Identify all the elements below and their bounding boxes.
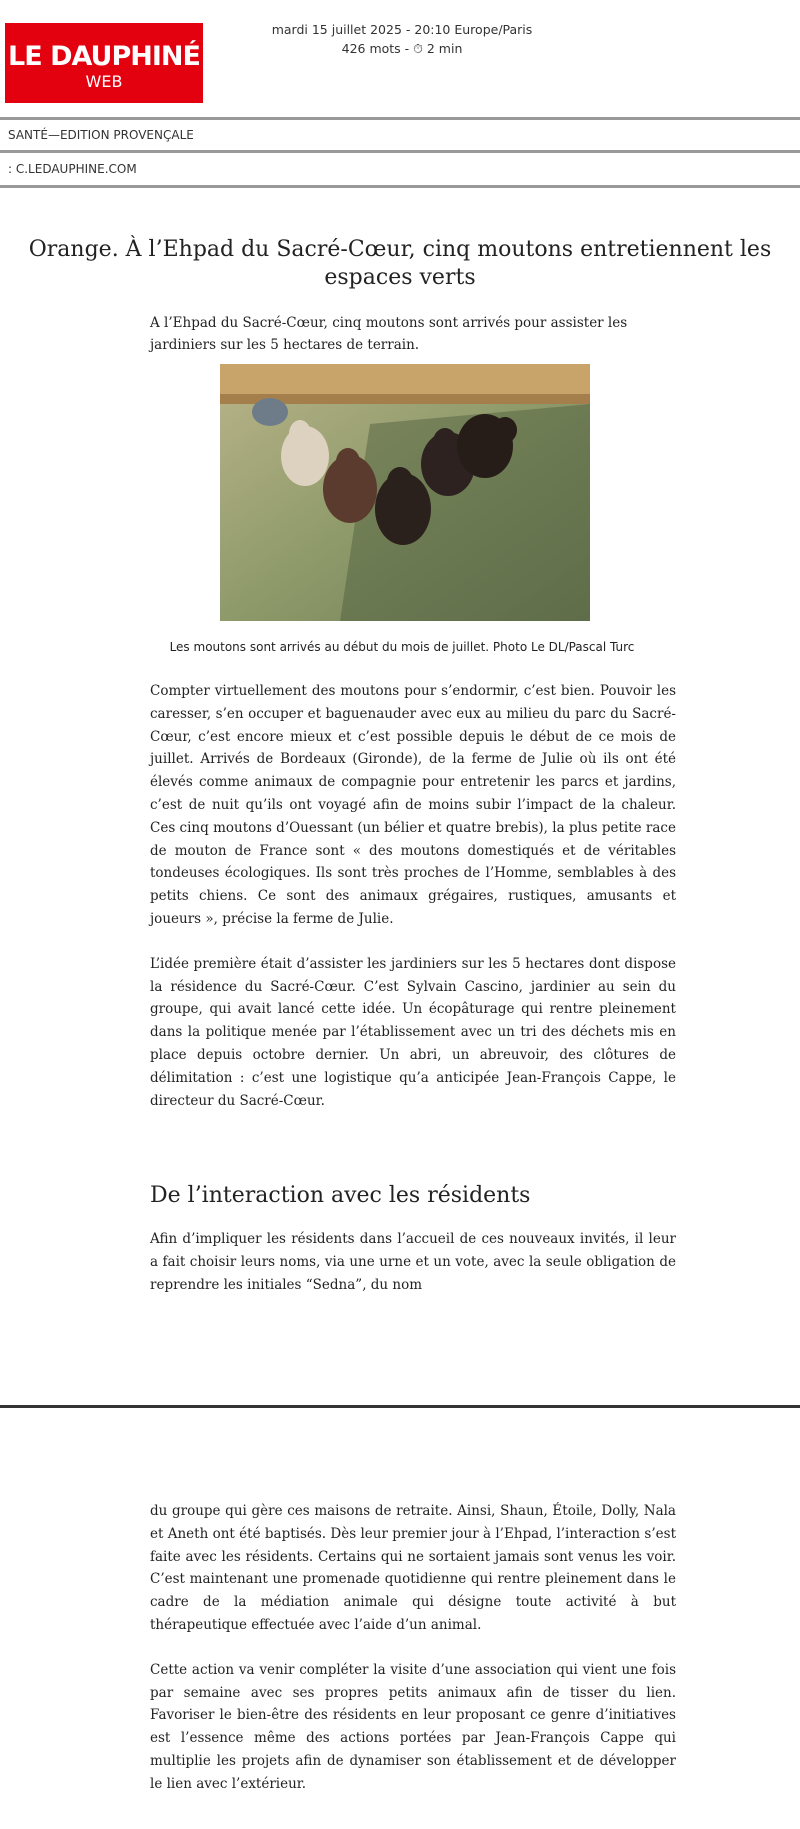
photo-caption: Les moutons sont arrivés au début du mois de juillet. Photo Le DL/Pascal Turc bbox=[169, 640, 635, 654]
paragraph: Compter virtuellement des moutons pour s’endormir, c’est bien. Pouvoir les caresser, s’en occuper et baguenauder avec eux au milieu du parc du Sacré-Cœur, c’est encore mieux et c’est possible depuis le début de ce mois de juillet. Arrivés de Bordeaux (Gironde), de la ferme de Julie où ils ont été élevés comme animaux de compagnie pour entretenir les parcs et jardins, c’est de nuit qu’ils ont voyagé afin de moins subir l’impact de la chaleur. Ces cinq moutons d’Ouessant (un bélier et quatre brebis), la plus petite race de mouton de France sont « des moutons domestiqués et de véritables tondeuses écologiques. Ils sont très proches de l’Homme, semblables à des petits chiens. Ce sont des animaux grégaires, rustiques, amusants et joueurs », précise la ferme de Julie. bbox=[150, 683, 676, 927]
logo-subtitle: WEB bbox=[85, 72, 123, 91]
article-photo bbox=[220, 364, 590, 621]
source-label: : C.LEDAUPHINE.COM bbox=[8, 162, 137, 176]
paragraph: Afin d’impliquer les résidents dans l’accueil de ces nouveaux invités, il leur a fait choisir leurs noms, via une urne et un vote, avec la seule obligation de reprendre les initiales “Sedna”, du nom bbox=[150, 1231, 676, 1293]
article-body-part2 bbox=[150, 1228, 676, 1318]
divider bbox=[0, 150, 800, 153]
sheep-photo-illustration bbox=[220, 364, 590, 621]
article-meta bbox=[230, 20, 574, 58]
section-heading: De l’interaction avec les résidents bbox=[150, 1183, 531, 1208]
logo bbox=[5, 23, 203, 103]
paragraph: Cette action va venir compléter la visite d’une association qui vient une fois par semaine avec ses propres petits animaux afin de tisser du lien. Favoriser le bien-être des résidents en leur proposant ce genre d’initiatives est l’essence même des actions portées par Jean-François Cappe qui multiplie les projets afin de dynamiser son établissement et de développer le lien avec l’extérieur. bbox=[150, 1661, 676, 1792]
paragraph: L’idée première était d’assister les jardiniers sur les 5 hectares dont dispose la résidence du Sacré-Cœur. C’est Sylvain Cascino, jardinier au sein du groupe, qui avait lancé cette idée. Un écopâturage qui rentre pleinement dans la politique menée par l’établissement avec un tri des déchets mis en place depuis octobre dernier. Un abri, un abreuvoir, des clôtures de délimitation : c’est une logistique qu’a anticipée Jean-François Cappe, le directeur du Sacré-Cœur. bbox=[150, 955, 676, 1109]
page-break bbox=[0, 1405, 800, 1408]
article-body-part3 bbox=[150, 1500, 676, 1818]
paragraph: du groupe qui gère ces maisons de retraite. Ainsi, Shaun, Étoile, Dolly, Nala et Aneth ont été baptisés. Dès leur premier jour à l’Ehpad, l’interaction s’est faite avec les résidents. Certains qui ne sortaient jamais sont venus les voir. C’est maintenant une promenade quotidienne qui rentre pleinement dans le cadre de la médiation animale qui désigne toute activité à but thérapeutique effectuée avec l’aide d’un animal. bbox=[150, 1503, 676, 1633]
divider bbox=[0, 117, 800, 120]
article-lead: A l’Ehpad du Sacré-Cœur, cinq moutons sont arrivés pour assister les jardiniers sur les 5 hectares de terrain. bbox=[150, 315, 628, 353]
divider bbox=[0, 185, 800, 188]
article-body-part1 bbox=[150, 680, 676, 1134]
article-title: Orange. À l’Ehpad du Sacré-Cœur, cinq moutons entretiennent les espaces verts bbox=[28, 237, 772, 290]
logo-title: LE DAUPHINÉ bbox=[8, 41, 200, 72]
reading-info: 426 mots - ⏱ 2 min bbox=[341, 41, 463, 56]
section-label: SANTÉ—EDITION PROVENÇALE bbox=[8, 128, 194, 142]
publish-date: mardi 15 juillet 2025 - 20:10 Europe/Paris bbox=[271, 22, 533, 37]
